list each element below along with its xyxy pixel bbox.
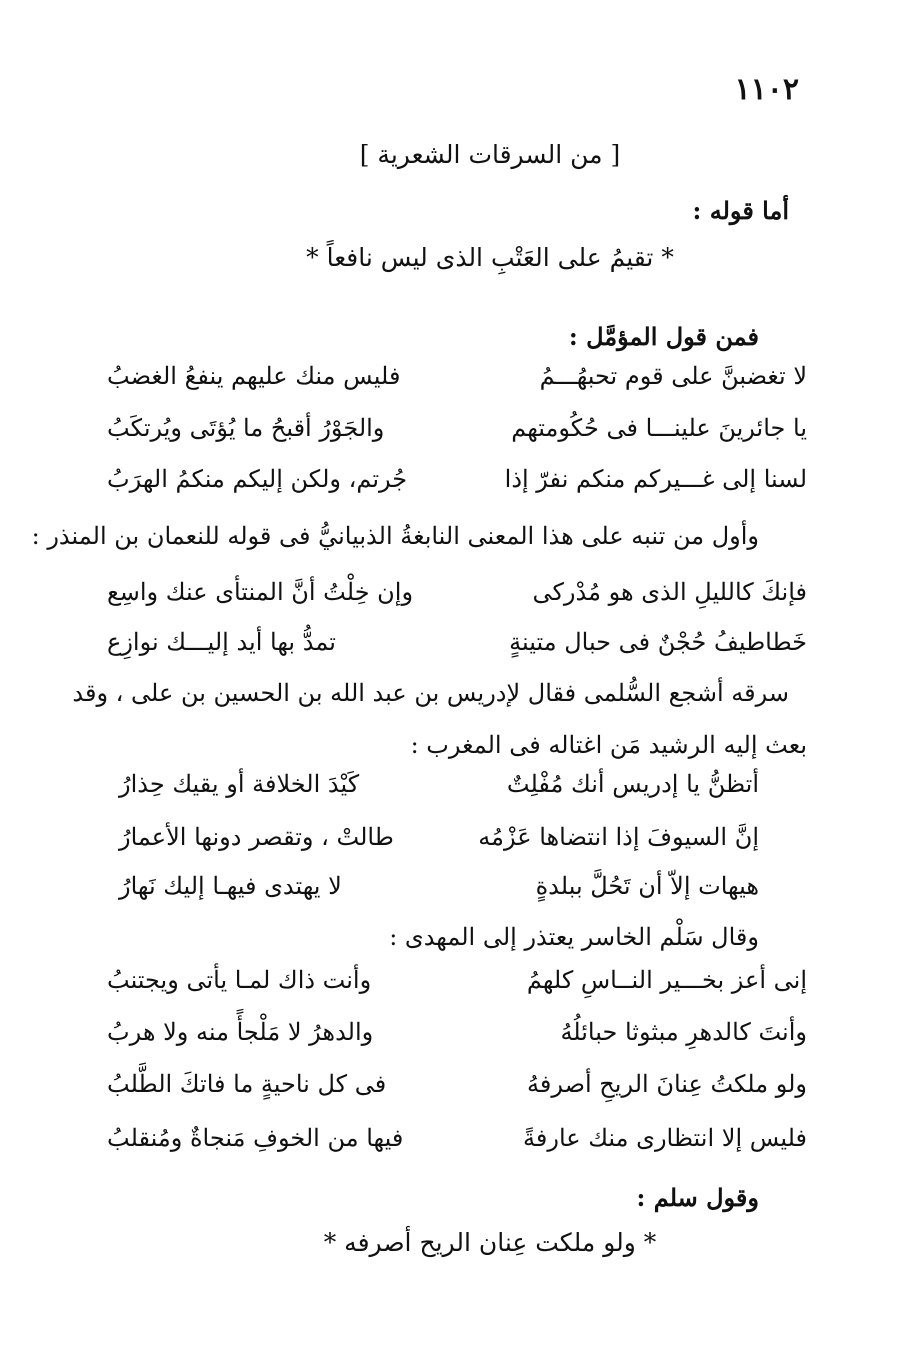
verse-second-hemistich: جُرتم، ولكن إليكم منكمُ الهرَبُ xyxy=(107,465,408,493)
poem-four-verse xyxy=(107,1070,807,1114)
poem-one-verse xyxy=(107,465,807,509)
verse-first-hemistich: فإنكَ كالليلِ الذى هو مُدْركى xyxy=(532,578,807,606)
verse-first-hemistich: خَطاطيفُ حُجْنٌ فى حبال متينةٍ xyxy=(509,628,807,656)
quoted-line-first: * تقيمُ على العَتْبِ الذى ليس نافعاً * xyxy=(306,243,674,272)
poem-three-verse xyxy=(119,872,759,916)
quoted-line-second: * ولو ملكت عِنان الريح أصرفه * xyxy=(323,1228,657,1257)
verse-first-hemistich: إنَّ السيوفَ إذا انتضاها عَزْمُه xyxy=(478,823,759,851)
intro-second: فمن قول المؤمَّل : xyxy=(568,322,759,351)
page-number: ١١٠٢ xyxy=(734,72,799,107)
prose-paragraph-two-line-one: سرقه أشجع السُّلمى فقال لإدريس بن عبد الله بن الحسين بن على ، وقد xyxy=(72,679,789,707)
poem-one-verse xyxy=(107,362,807,406)
verse-first-hemistich: لا تغضبنَّ على قوم تحبهُـــمُ xyxy=(539,362,807,390)
verse-first-hemistich: هيهات إلاّ أن تَحُلَّ ببلدةٍ xyxy=(535,872,759,900)
verse-first-hemistich: أتظنُّ يا إدريس أنك مُفْلِتٌ xyxy=(506,770,759,798)
prose-paragraph-three: وقال سَلْم الخاسر يعتذر إلى المهدى : xyxy=(389,923,759,951)
verse-first-hemistich: إنى أعز بخـــير النــاسِ كلهمُ xyxy=(526,966,807,994)
verse-first-hemistich: لسنا إلى غـــيركم منكم نفرّ إذا xyxy=(504,465,807,493)
verse-second-hemistich: والجَوْرُ أقبحُ ما يُؤتَى ويُرتكَبُ xyxy=(107,414,385,442)
poem-two-verse xyxy=(107,628,807,672)
poem-three-verse xyxy=(119,770,759,814)
verse-second-hemistich: فيها من الخوفِ مَنجاةٌ ومُنقلبُ xyxy=(107,1124,404,1152)
verse-second-hemistich: وأنت ذاك لمـا يأتى ويجتنبُ xyxy=(107,966,372,994)
intro-first: أما قوله : xyxy=(692,196,789,225)
verse-second-hemistich: لا يهتدى فيهـا إليك نَهارُ xyxy=(119,872,342,900)
intro-third: وقول سلم : xyxy=(636,1183,759,1212)
verse-second-hemistich: فليس منك عليهم ينفعُ الغضبُ xyxy=(107,362,401,390)
poem-three-verse xyxy=(119,823,759,867)
verse-first-hemistich: ولو ملكتُ عِنانَ الريحِ أصرفهُ xyxy=(527,1070,807,1098)
poem-four-verse xyxy=(107,1018,807,1062)
poem-two-verse xyxy=(107,578,807,622)
verse-second-hemistich: طالتْ ، وتقصر دونها الأعمارُ xyxy=(119,823,394,851)
verse-first-hemistich: وأنتَ كالدهرِ مبثوثا حبائلُهُ xyxy=(560,1018,807,1046)
verse-first-hemistich: فليس إلا انتظارى منك عارفةً xyxy=(523,1124,807,1152)
section-heading: [ من السرقات الشعرية ] xyxy=(359,140,621,169)
poem-one-verse xyxy=(107,414,807,458)
verse-second-hemistich: والدهرُ لا مَلْجأً منه ولا هربُ xyxy=(107,1018,374,1046)
poem-four-verse xyxy=(107,966,807,1010)
verse-first-hemistich: يا جائرينَ علينـــا فى حُكُومتهم xyxy=(511,414,807,442)
verse-second-hemistich: تمدُّ بها أيد إليـــك نوازِع xyxy=(107,628,336,656)
poem-four-verse xyxy=(107,1124,807,1168)
verse-second-hemistich: كَيْدَ الخلافة أو يقيك حِذارُ xyxy=(119,770,360,798)
prose-paragraph-one: وأول من تنبه على هذا المعنى النابغةُ الذبيانيُّ فى قوله للنعمان بن المنذر : xyxy=(31,522,759,550)
verse-second-hemistich: وإن خِلْتُ أنَّ المنتأى عنك واسِع xyxy=(107,578,414,606)
prose-paragraph-two-line-two: بعث إليه الرشيد مَن اغتاله فى المغرب : xyxy=(410,731,807,759)
verse-second-hemistich: فى كل ناحيةٍ ما فاتكَ الطَّلبُ xyxy=(107,1070,387,1098)
